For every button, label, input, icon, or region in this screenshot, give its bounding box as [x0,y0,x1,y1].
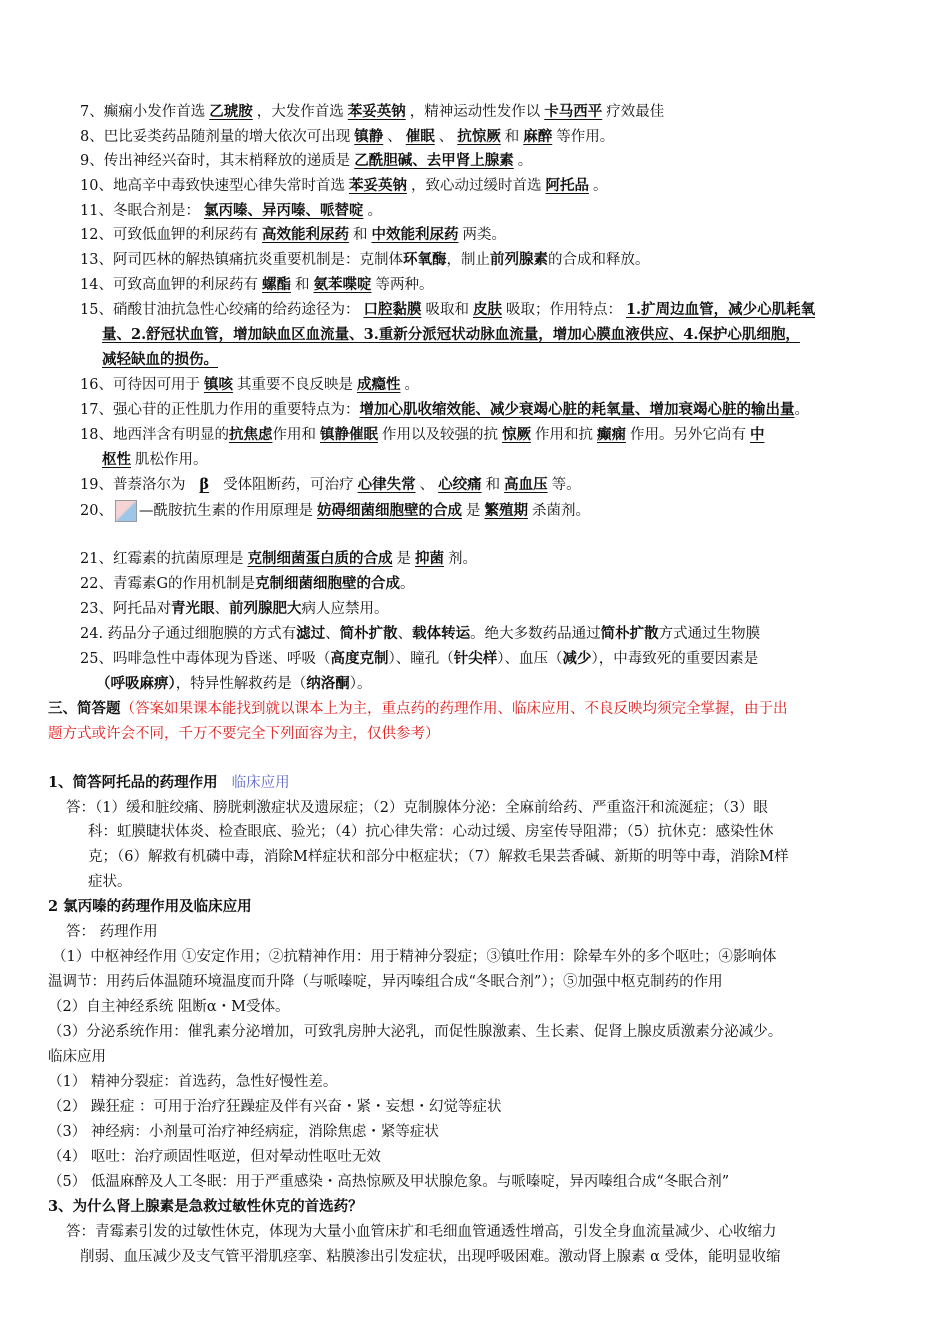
question-16: 16、可待因可用于 镇咳 其重要不良反映是 成瘾性 。 [80,376,419,393]
short-answer-1-title: 1、简答阿托品的药理作用 临床应用 [48,774,290,791]
answer: 苯妥英钠 [348,177,407,194]
short-answer-2-c1: （1） 精神分裂症：首选药，急性好慢性差。 [48,1074,338,1090]
answer: 中效能利尿药 [371,226,459,243]
answer: 抑菌 [414,550,444,567]
answer: 环氧酶 [402,251,447,268]
question-19: 19、普萘洛尔为 β 受体阻断药，可治疗 心律失常 、 心绞痛 和 高血压 等。 [80,476,581,493]
short-answer-1-line-3: 克；（6）解救有机磷中毒，消除M样症状和部分中枢症状；（7）解救毛果芸香碱、新斯的明等中毒，消除M样 [88,849,789,865]
question-15: 15、硝酸甘油抗急性心绞痛的给药途径为： 口腔黏膜 吸取和 皮肤 吸取；作用特点： 1.扩周边血管，减少心肌耗氧 [80,300,819,320]
question-17: 17、强心苷的正性肌力作用的重要特点为：增加心肌收缩效能、减少衰竭心脏的耗氧量、增加衰竭心脏的输出量。 [80,401,809,418]
answer: 青光眼 [170,600,215,617]
short-answer-3-line-1: 答：青霉素引发的过敏性休克，体现为大量小血管床扩和毛细血管通透性增高，引发全身血流量减少、心收缩力 [66,1224,777,1240]
answer: 中 [749,426,765,443]
answer: 克制细菌蛋白质的合成 [247,550,393,567]
section-3-heading [48,699,788,719]
short-answer-2-title: 2 氯丙嗪的药理作用及临床应用 [48,898,252,915]
answer: 高度克制 [330,650,389,667]
answer: 镇静催眠 [319,426,378,443]
answer: 克制细菌细胞壁的合成 [255,575,401,592]
short-answer-2-c2: （2） 躁狂症 ：可用于治疗狂躁症及伴有兴奋・紧・妄想・幻觉等症状 [48,1099,502,1115]
short-answer-3-line-2: 削弱、血压减少及支气管平滑肌痉挛、粘膜渗出引发症状，出现呼吸困难。激动肾上腺素 α 受体，能明显收缩 [80,1249,781,1265]
short-answer-2-p3: （3）分泌系统作用：催乳素分泌增加，可致乳房肿大泌乳，而促性腺激素、生长素、促肾上腺皮质激素分泌减少。 [48,1024,783,1040]
question-23: 23、阿托品对青光眼、前列腺肥大病人应禁用。 [80,600,389,617]
answer: 枢性 [102,451,131,468]
answer: 载体转运 [412,625,471,642]
short-answer-2-c3: （3） 神经病：小剂量可治疗神经病症，消除焦虑・紧等症状 [48,1124,439,1140]
question-12: 12、可致低血钾的利尿药有 高效能利尿药 和 中效能利尿药 两类。 [80,226,506,243]
answer: 增加心肌收缩效能、减少衰竭心脏的耗氧量、增加衰竭心脏的输出量 [359,401,795,418]
answer: 减少 [562,650,592,667]
question-22: 22、青霉素G的作用机制是克制细菌细胞壁的合成。 [80,575,415,592]
question-18-line-2: 枢性 肌松作用。 [102,451,208,468]
answer: 妨碍细菌细胞壁的合成 [316,502,462,519]
short-answer-2-answer-label: 答： 药理作用 [66,924,158,940]
answer: 惊厥 [501,426,531,443]
answer: 高效能利尿药 [261,226,349,243]
short-answer-1-line-4: 症状。 [88,874,132,890]
answer: 简朴扩散 [339,625,398,642]
answer: 滤过 [296,625,326,642]
question-13: 13、阿司匹林的解热镇痛抗炎重要机制是：克制体环氧酶，制止前列腺素的合成和释放。 [80,251,650,268]
answer: 口腔黏膜 [363,301,422,318]
short-answer-2-clinical-label: 临床应用 [48,1049,106,1065]
answer: 麻醉 [523,128,553,145]
short-answer-3-title: 3、为什么肾上腺素是急救过敏性休克的首选药？ [48,1198,363,1215]
question-15-line-3 [102,350,218,370]
answer: 前列腺素 [489,251,548,268]
answer: 皮肤 [472,301,502,318]
answer: 减轻缺血的损伤。 [102,351,218,368]
answer: 简朴扩散 [600,625,659,642]
answer: β [199,476,210,493]
answer: 量、2.舒冠状血管，增加缺血区血流量、3.重新分派冠状动脉血流量，增加心膜血液供应、4.保护心肌细胞， [102,326,800,343]
section-3-note-line-2: 题方式或许会不同，千万不要完全下列面容为主，仅供参考） [48,726,440,742]
answer: 癫痫 [596,426,626,443]
answer: 催眠 [405,128,435,145]
short-answer-2-c4: （4） 呕吐：治疗顽固性呕逆，但对晕动性呕吐无效 [48,1149,381,1165]
question-7: 7、癫痫小发作首选 乙琥胺 ，大发作首选 苯妥英钠 ，精神运动性发作以 卡马西平 疗效最佳 [80,103,665,120]
question-20: 20、 —酰胺抗生素的作用原理是 妨碍细菌细胞壁的合成 是 繁殖期 杀菌剂。 [80,500,590,522]
question-24: 24. 药品分子通过细胞膜的方式有滤过、简朴扩散、载体转运。绝大多数药品通过简朴扩散方式通过生物膜 [80,625,761,642]
answer: （呼吸麻痹） [96,675,176,692]
short-answer-1-line-1: 答：（1）缓和脏绞痛、膀胱刺激症状及遗尿症；（2）克制腺体分泌：全麻前给药、严重盗汗和流涎症；（3）眼 [66,800,768,816]
answer: 苯妥英钠 [347,103,406,120]
question-11: 11、冬眠合剂是： 氯丙嗪、异丙嗪、哌替啶 。 [80,202,382,219]
answer: 乙琥胺 [209,103,253,120]
short-answer-2-c5: （5） 低温麻醉及人工冬眠：用于严重感染・高热惊厥及甲状腺危象。与哌嗪啶，异丙嗪组合成“冬眠合剂” [48,1174,730,1190]
answer: 阿托品 [545,177,589,194]
answer: 心绞痛 [438,476,482,493]
section-title: 三、简答题 [48,700,121,717]
short-answer-2-p2: （2）自主神经系统 阻断α・M受体。 [48,999,290,1015]
answer: 卡马西平 [544,103,603,120]
answer: 氨苯喋啶 [313,276,372,293]
short-answer-1-line-2: 科：虹膜睫状体炎、检查眼底、验光；（4）抗心律失常：心动过缓、房室传导阻滞；（5）抗休克：感染性休 [88,824,774,840]
question-18: 18、地西泮含有明显的抗焦虑作用和 镇静催眠 作用以及较强的抗 惊厥 作用和抗 癫痫 作用。另外它尚有 中 [80,425,768,445]
answer: 螺酯 [261,276,291,293]
answer: 高血压 [504,476,548,493]
question-25: 25、吗啡急性中毒体现为昏迷、呼吸（高度克制）、瞳孔（针尖样）、血压（减少），中毒致死的重要因素是 [80,650,759,667]
answer: 前列腺肥大 [228,600,302,617]
question-10: 10、地高辛中毒致快速型心律失常时首选 苯妥英钠 ，致心动过缓时首选 阿托品 。 [80,177,608,194]
answer: 抗焦虑 [228,426,273,443]
answer: 镇咳 [203,376,233,393]
answer: 氯丙嗪、异丙嗪、哌替啶 [203,202,364,219]
question-14: 14、可致高血钾的利尿药有 螺酯 和 氨苯喋啶 等两种。 [80,276,434,293]
answer: 繁殖期 [484,502,528,519]
answer: 乙酰胆碱、去甲肾上腺素 [354,152,514,169]
section-note: （答案如果课本能找到就以课本上为主，重点药的药理作用、临床应用、不良反映均须完全掌握，由于出 [120,701,788,717]
answer: 针尖样 [453,650,498,667]
question-15-line-2 [102,325,800,345]
question-8: 8、巴比妥类药品随剂量的增大依次可出现 镇静 、 催眠 、 抗惊厥 和 麻醉 等作用。 [80,128,615,145]
question-25-line-2: （呼吸麻痹），特异性解救药是（纳洛酮）。 [96,675,372,692]
answer: 1.扩周边血管，减少心肌耗氧 [625,301,816,318]
answer: 抗惊厥 [457,128,501,145]
short-answer-2-p1a: （1）中枢神经作用 ①安定作用；②抗精神作用：用于精神分裂症；③镇吐作用：除晕车外的多个呕吐；④影响体 [52,949,777,965]
broken-image-icon [115,500,137,522]
answer: 成瘾性 [356,376,401,393]
answer: 镇静 [354,128,384,145]
question-21: 21、红霉素的抗菌原理是 克制细菌蛋白质的合成 是 抑菌 剂。 [80,550,477,567]
question-9: 9、传出神经兴奋时，其末梢释放的递质是 乙酰胆碱、去甲肾上腺素 。 [80,152,533,169]
answer: 心律失常 [357,476,416,493]
short-answer-2-p1b: 温调节：用药后体温随环境温度而升降（与哌嗪啶，异丙嗪组合成“冬眠合剂”）；⑤加强中枢克制药的作用 [48,974,723,990]
answer: 纳洛酮 [306,675,350,692]
